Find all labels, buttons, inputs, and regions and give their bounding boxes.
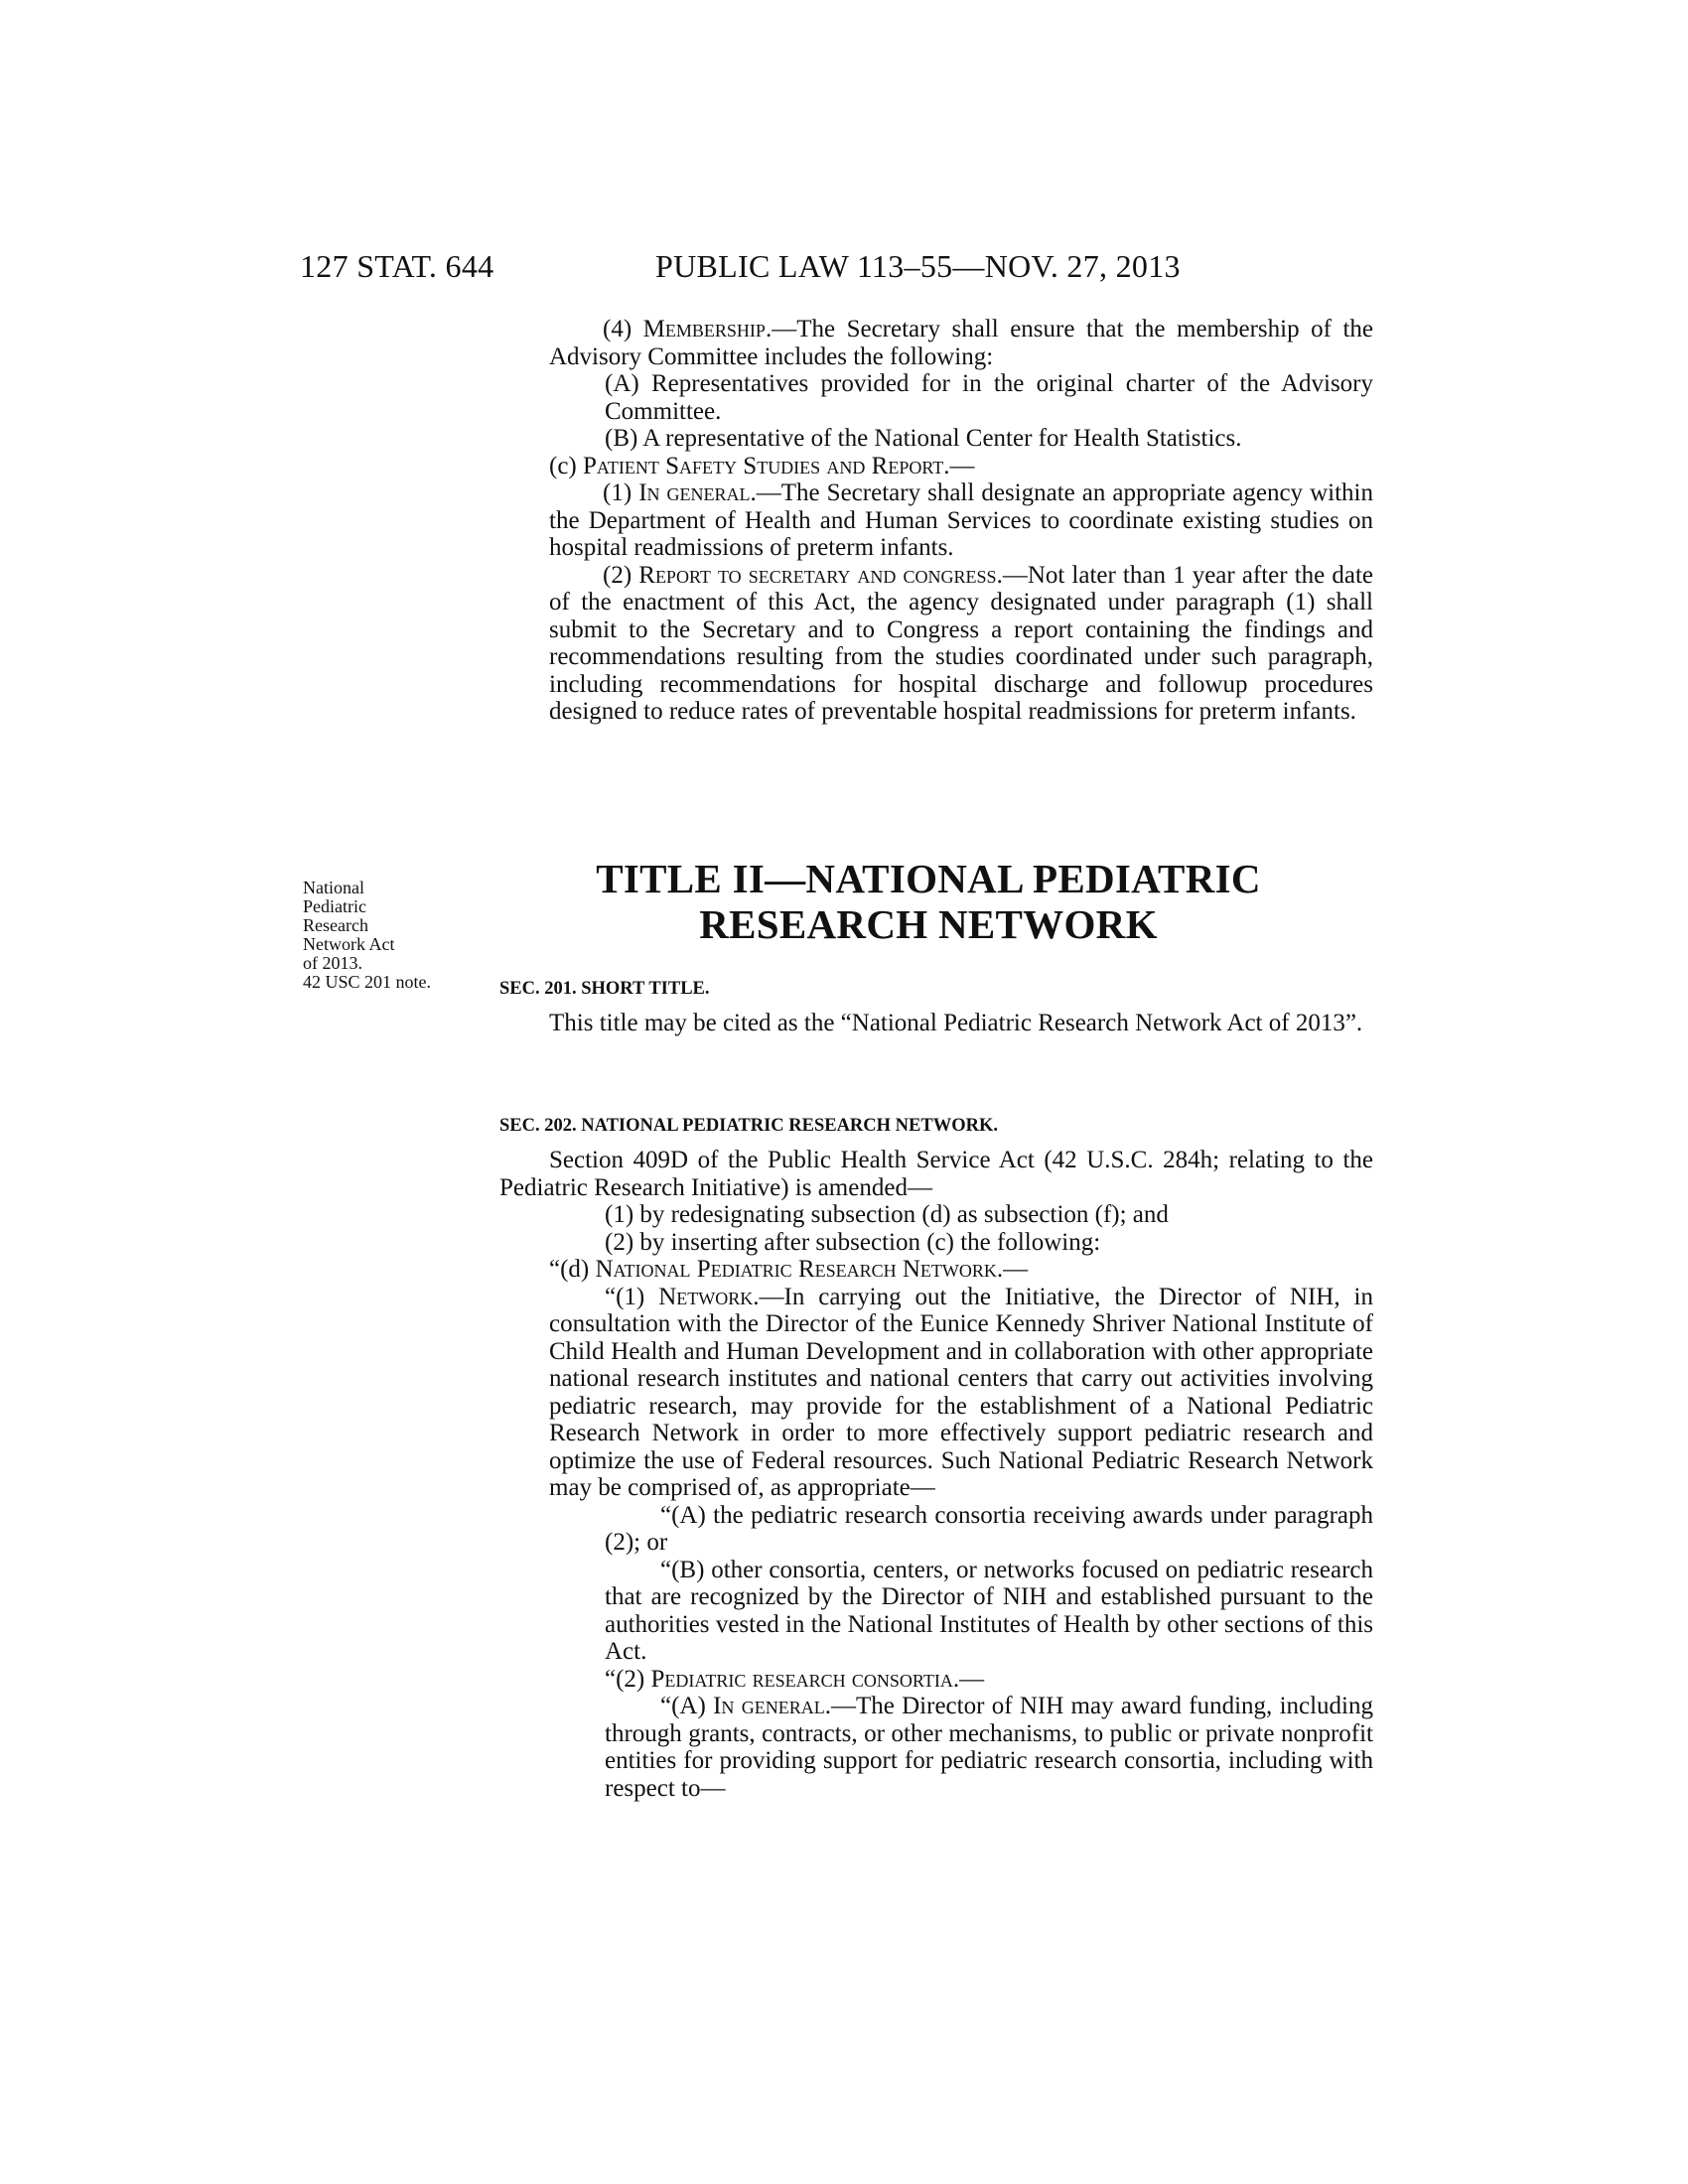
section-201-heading: SEC. 201. SHORT TITLE. — [499, 979, 710, 999]
section-202-body — [499, 1147, 1373, 1802]
paragraph-4-membership: (4) Membership.—The Secretary shall ensure that the membership of the Advisory Committee includes the following: — [549, 316, 1373, 370]
paragraph-c2: (2) Report to secretary and congress.—Not later than 1 year after the date of the enactment of this Act, the agency designated under paragraph (1) shall submit to the Secretary and to Congress a report containing the findings and recommendations resulting from the studies coordinated under such paragraph, including recommendations for hospital discharge and followup procedures designed to reduce rates of preventable hospital readmissions for preterm infants. — [549, 561, 1373, 725]
section-201-body: This title may be cited as the “National Pediatric Research Network Act of 2013”. — [549, 1010, 1363, 1036]
subparagraph-b: (B) A representative of the National Center for Health Statistics. — [605, 425, 1242, 452]
subparagraph-d2a: “(A) In general.—The Director of NIH may award funding, including through grants, contracts, or other mechanisms, to public or private nonprofit entities for providing support for pediatric research consortia, including with respect to— — [605, 1693, 1374, 1802]
subparagraph-a: (A) Representatives provided for in the original charter of the Advisory Committee. — [605, 370, 1373, 425]
paragraph-c1: (1) In general.—The Secretary shall designate an appropriate agency within the Department of Health and Human Services to coordinate existing studies on hospital readmissions of preterm infants. — [549, 479, 1373, 561]
subparagraph-d1b: “(B) other consortia, centers, or networks focused on pediatric research that are recognized by the Director of NIH and established pursuant to the authorities vested in the National Institutes of Health by other sections of this Act. — [605, 1556, 1373, 1665]
subsection-d-heading: “(d) National Pediatric Research Network.— — [549, 1256, 1029, 1283]
running-header: PUBLIC LAW 113–55—NOV. 27, 2013 — [655, 248, 1181, 284]
paragraph-heading: Membership — [642, 316, 766, 342]
paragraph-d1: “(1) Network.—In carrying out the Initiative, the Director of NIH, in consultation with the Director of the Eunice Kennedy Shriver National Institute of Child Health and Human Development and in collaboration with other appropriate national research institutes and national centers that carry out activities involving pediatric research, may provide for the establishment of a National Pediatric Research Network in order to more effectively support pediatric research and optimize the use of Federal resources. Such National Pediatric Research Network may be comprised of, as appropriate— — [549, 1283, 1373, 1501]
subsection-continued — [549, 316, 1373, 726]
amend-item-1: (1) by redesignating subsection (d) as subsection (f); and — [605, 1201, 1169, 1228]
section-202-intro: Section 409D of the Public Health Service Act (42 U.S.C. 284h; relating to the Pediatric Research Initiative) is amended— — [499, 1147, 1373, 1201]
page-stat-number: 127 STAT. 644 — [300, 248, 494, 284]
subparagraph-d1a: “(A) the pediatric research consortia receiving awards under paragraph (2); or — [605, 1501, 1373, 1556]
amend-item-2: (2) by inserting after subsection (c) the following: — [605, 1228, 1101, 1256]
paragraph-d2-heading: “(2) Pediatric research consortia.— — [605, 1665, 985, 1693]
section-202-heading: SEC. 202. NATIONAL PEDIATRIC RESEARCH NETWORK. — [499, 1116, 998, 1136]
subsection-c-heading: (c) Patient Safety Studies and Report.— — [549, 452, 975, 479]
title-heading: TITLE II—NATIONAL PEDIATRIC RESEARCH NETWORK — [596, 856, 1261, 947]
margin-note: National Pediatric Research Network Act of 2013. 42 USC 201 note. — [303, 878, 432, 992]
